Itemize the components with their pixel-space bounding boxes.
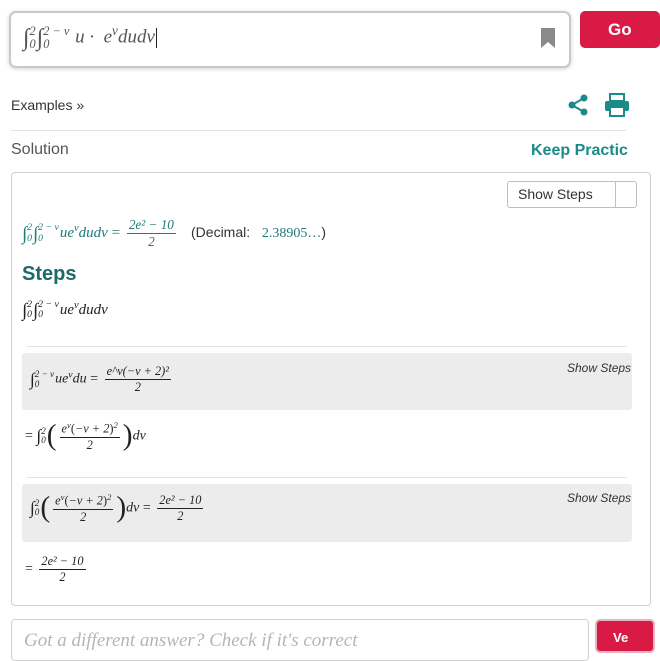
select-divider (615, 182, 616, 207)
solution-title: Solution (11, 141, 69, 158)
final-numerator: 2e² − 10 (41, 554, 84, 568)
step-outer-integral: ∫ 2 0 ( $\frac{e^v(-v + 2)^2}{2}$ )dv = $\frac{\text{2e² − 10}}{2}$ (30, 491, 202, 524)
check-answer-placeholder: Got a different answer? Check if it's correct (24, 630, 358, 651)
verify-button[interactable]: Ve (595, 619, 655, 653)
step2-numerator: 2e² − 10 (159, 492, 202, 507)
show-steps-link[interactable]: Show Steps (567, 491, 632, 505)
keep-practicing-link[interactable]: Keep Practic (531, 142, 628, 159)
answer-numerator: 2e² − 10 (128, 217, 174, 232)
share-icon[interactable] (566, 93, 590, 117)
show-steps-select-label: Show Steps (518, 186, 593, 202)
bookmark-icon[interactable] (541, 28, 555, 48)
decimal-label: Decimal: (195, 223, 251, 240)
steps-heading: Steps (22, 263, 77, 285)
answer-denominator: 2 (148, 234, 155, 249)
final-denominator: 2 (59, 570, 66, 584)
query-expression[interactable]: ∫ 2 0 ∫ 2 − v 0 $u \cdot e^vdudv$ (23, 23, 155, 52)
examples-link[interactable]: Examples » (11, 97, 85, 113)
decimal-value: 2.38905… (261, 225, 322, 241)
steps-expression: ∫ 2 0 ∫ 2 − v 0 $ue^vdudv$ (22, 299, 108, 322)
show-steps-link[interactable]: Show Steps (567, 361, 632, 375)
check-answer-input[interactable] (11, 619, 589, 661)
print-icon[interactable] (604, 93, 630, 117)
final-expression: = $\frac{\text{2e² − 10}}{2}$ (25, 554, 84, 584)
step1-numerator: e^v(−v + 2)² (106, 364, 169, 378)
text-cursor (156, 28, 157, 48)
divider (27, 477, 627, 478)
divider (27, 346, 627, 347)
final-answer: ∫ 2 0 ∫ 2 − v 0 $ue^vdudv$ = $\frac{\text{2e² − 10}}{2}$ (Decimal: 2.38905…) (22, 217, 326, 249)
go-button[interactable]: Go (580, 11, 660, 48)
search-input[interactable] (9, 11, 571, 68)
step-inner-integral: ∫ 2 − v 0 $ue^vdu$ = $\frac{\text{e\textasciicircum{}v(−v + 2)²}}{2}$ (30, 364, 169, 394)
step2-denominator: 2 (177, 508, 184, 523)
divider (11, 130, 626, 131)
show-steps-select[interactable] (507, 181, 637, 208)
intermediate-expression: = ∫ 2 0 ( $\frac{e^v(-v + 2)^2}{2}$ )dv (25, 419, 146, 452)
step1-denominator: 2 (134, 380, 141, 394)
